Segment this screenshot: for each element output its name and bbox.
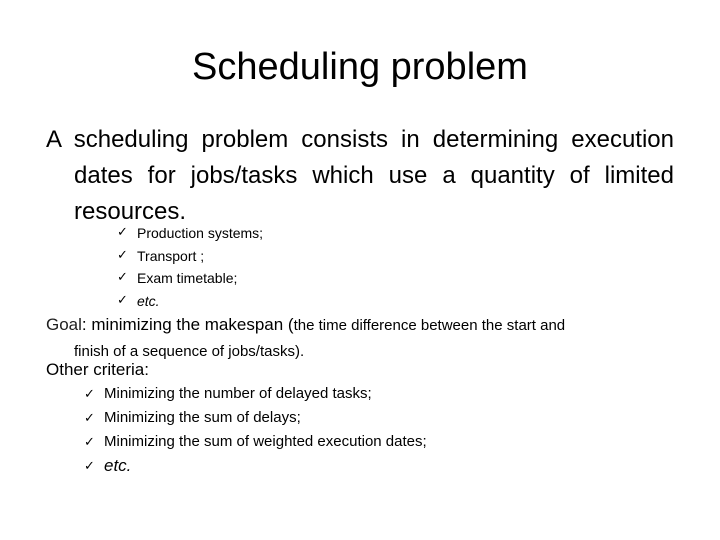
list-item-label: Minimizing the number of delayed tasks; bbox=[104, 385, 372, 402]
slide-title: Scheduling problem bbox=[192, 46, 528, 88]
criteria-list bbox=[84, 382, 427, 478]
list-item-label: Exam timetable; bbox=[137, 270, 238, 286]
checkmark-icon: ✓ bbox=[84, 387, 95, 402]
goal-label: Goal bbox=[46, 315, 82, 334]
goal-detail-line1: the time difference between the start and bbox=[293, 317, 566, 334]
checkmark-icon: ✓ bbox=[84, 411, 95, 426]
checkmark-icon: ✓ bbox=[117, 247, 128, 263]
list-item-label: Production systems; bbox=[137, 225, 264, 241]
list-item-label: etc. bbox=[137, 292, 160, 309]
checkmark-icon: ✓ bbox=[84, 435, 95, 450]
intro-paragraph: A scheduling problem consists in determining execution dates for jobs/tasks which use a quantity of limited resources. bbox=[46, 126, 674, 225]
list-item-label: Transport ; bbox=[137, 247, 205, 264]
goal-text: minimizing the makespan ( bbox=[91, 315, 294, 334]
checkmark-icon: ✓ bbox=[117, 292, 128, 308]
list-item-label: Minimizing the sum of delays; bbox=[104, 409, 301, 426]
examples-list bbox=[117, 222, 263, 312]
list-item bbox=[84, 382, 427, 406]
list-item bbox=[84, 454, 427, 478]
list-item bbox=[117, 290, 263, 313]
checkmark-icon: ✓ bbox=[84, 459, 95, 474]
list-item bbox=[117, 267, 263, 290]
goal-separator: : bbox=[81, 315, 92, 334]
list-item bbox=[117, 222, 263, 245]
goal-detail-line2: finish of a sequence of jobs/tasks). bbox=[74, 343, 305, 360]
list-item-label: etc. bbox=[104, 456, 132, 475]
list-item bbox=[84, 430, 427, 454]
other-criteria-heading: Other criteria: bbox=[46, 360, 149, 379]
list-item bbox=[84, 406, 427, 430]
list-item bbox=[117, 245, 263, 268]
checkmark-icon: ✓ bbox=[117, 225, 128, 240]
checkmark-icon: ✓ bbox=[117, 270, 128, 285]
list-item-label: Minimizing the sum of weighted execution dates; bbox=[104, 433, 427, 450]
